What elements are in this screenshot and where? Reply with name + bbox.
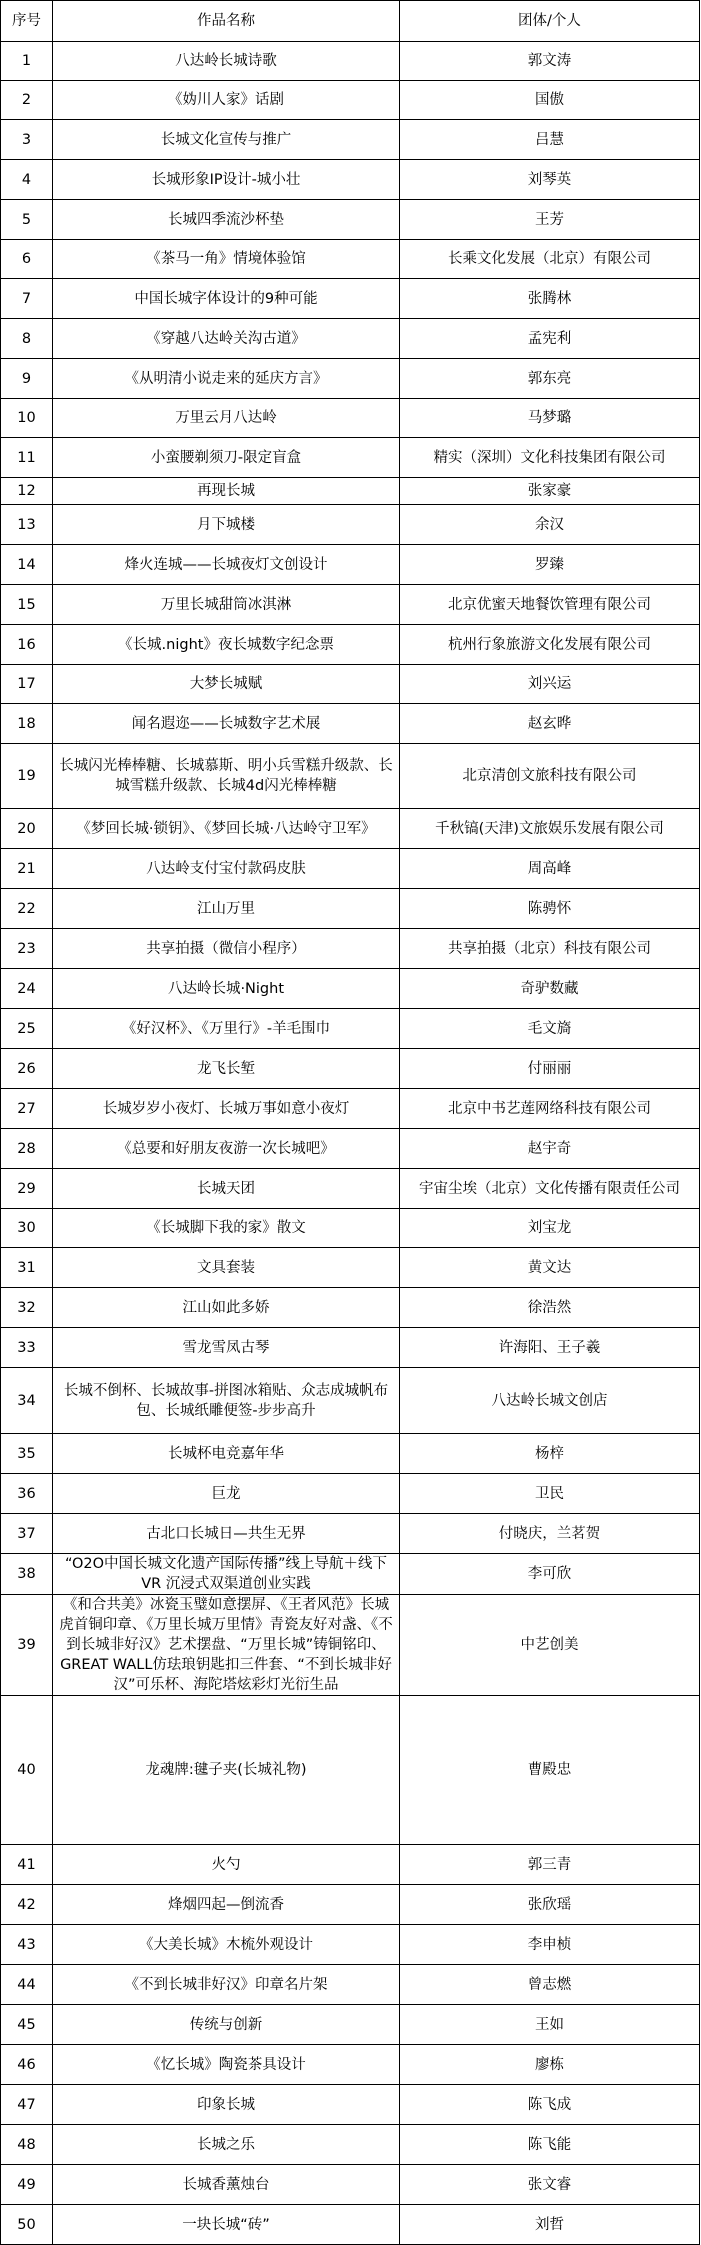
cell-work-title: 《茶马一角》情境体验馆 [53,240,400,279]
cell-work-title: 长城岁岁小夜灯、长城万事如意小夜灯 [53,1089,400,1129]
cell-author: 罗臻 [400,545,700,585]
cell-work-title: 火勺 [53,1845,400,1885]
table-row [1,1009,700,1049]
cell-number: 29 [1,1169,53,1209]
cell-work-title: 大梦长城赋 [53,665,400,704]
cell-work-title: 长城杯电竞嘉年华 [53,1434,400,1474]
cell-work-title: 《好汉杯》、《万里行》-羊毛围巾 [53,1009,400,1049]
cell-author: 北京清创文旅科技有限公司 [400,744,700,809]
cell-number: 45 [1,2005,53,2045]
cell-number: 30 [1,1209,53,1248]
table-row [1,889,700,929]
cell-number: 49 [1,2165,53,2205]
cell-author: 曾志燃 [400,1965,700,2005]
cell-work-title: 万里长城甜筒冰淇淋 [53,585,400,625]
table-row [1,1845,700,1885]
cell-author: 奇驴数藏 [400,969,700,1009]
table-row [1,1885,700,1925]
cell-author: 郭东亮 [400,359,700,399]
cell-author: 赵宇奇 [400,1129,700,1169]
table-row [1,1209,700,1248]
table-row [1,849,700,889]
table-row [1,1696,700,1845]
cell-number: 40 [1,1696,53,1845]
cell-work-title: 《大美长城》木梳外观设计 [53,1925,400,1965]
table-row [1,1328,700,1368]
cell-author: 张欣瑶 [400,1885,700,1925]
cell-author: 吕慧 [400,120,700,160]
table-row [1,704,700,744]
cell-number: 15 [1,585,53,625]
cell-number: 22 [1,889,53,929]
cell-number: 8 [1,319,53,359]
cell-author: 刘宝龙 [400,1209,700,1248]
header-author: 团体/个人 [400,1,700,42]
cell-number: 27 [1,1089,53,1129]
table-row [1,1514,700,1554]
table-row [1,200,700,240]
cell-work-title: 小蛮腰剃须刀-限定盲盒 [53,438,400,478]
table-row [1,478,700,505]
cell-number: 26 [1,1049,53,1089]
table-row [1,160,700,200]
table-row [1,1965,700,2005]
cell-work-title: 闻名遐迩——长城数字艺术展 [53,704,400,744]
cell-author: 千秋镐(天津)文旅娱乐发展有限公司 [400,809,700,849]
cell-author: 精实（深圳）文化科技集团有限公司 [400,438,700,478]
cell-author: 郭三青 [400,1845,700,1885]
table-row [1,1434,700,1474]
cell-work-title: 长城香薰烛台 [53,2165,400,2205]
cell-number: 10 [1,399,53,438]
cell-work-title: 八达岭长城诗歌 [53,42,400,81]
cell-work-title: 江山万里 [53,889,400,929]
cell-number: 28 [1,1129,53,1169]
cell-work-title: 印象长城 [53,2085,400,2125]
cell-number: 4 [1,160,53,200]
cell-number: 48 [1,2125,53,2165]
cell-number: 13 [1,505,53,545]
cell-number: 50 [1,2205,53,2245]
cell-work-title: 共享拍摄（微信小程序） [53,929,400,969]
cell-work-title: 长城文化宣传与推广 [53,120,400,160]
cell-work-title: 《不到长城非好汉》印章名片架 [53,1965,400,2005]
cell-author: 郭文涛 [400,42,700,81]
cell-number: 17 [1,665,53,704]
cell-work-title: 八达岭长城·Night [53,969,400,1009]
cell-number: 39 [1,1595,53,1696]
cell-author: 曹殿忠 [400,1696,700,1845]
cell-number: 6 [1,240,53,279]
cell-work-title: 万里云月八达岭 [53,399,400,438]
table-row [1,438,700,478]
cell-number: 43 [1,1925,53,1965]
header-no: 序号 [1,1,53,42]
table-row [1,665,700,704]
table-row [1,1368,700,1434]
cell-work-title: 烽烟四起—倒流香 [53,1885,400,1925]
cell-author: 中艺创美 [400,1595,700,1696]
cell-work-title: 文具套装 [53,1248,400,1288]
cell-number: 46 [1,2045,53,2085]
cell-work-title: 长城闪光棒棒糖、长城慕斯、明小兵雪糕升级款、长城雪糕升级款、长城4d闪光棒棒糖 [53,744,400,809]
cell-author: 共享拍摄（北京）科技有限公司 [400,929,700,969]
table-row [1,42,700,81]
cell-number: 42 [1,1885,53,1925]
table-row [1,1049,700,1089]
cell-number: 36 [1,1474,53,1514]
cell-author: 八达岭长城文创店 [400,1368,700,1434]
cell-work-title: 长城四季流沙杯垫 [53,200,400,240]
table-row [1,1288,700,1328]
cell-author: 李可欣 [400,1554,700,1595]
cell-number: 5 [1,200,53,240]
cell-author: 张文睿 [400,2165,700,2205]
cell-number: 41 [1,1845,53,1885]
cell-work-title: 烽火连城——长城夜灯文创设计 [53,545,400,585]
cell-number: 34 [1,1368,53,1434]
cell-work-title: 《总要和好朋友夜游一次长城吧》 [53,1129,400,1169]
table-row [1,2165,700,2205]
cell-author: 北京中书艺莲网络科技有限公司 [400,1089,700,1129]
table-row [1,1129,700,1169]
table-row [1,120,700,160]
cell-number: 47 [1,2085,53,2125]
table-row [1,585,700,625]
cell-author: 杭州行象旅游文化发展有限公司 [400,625,700,665]
cell-number: 16 [1,625,53,665]
cell-author: 陈骋怀 [400,889,700,929]
cell-author: 张腾林 [400,279,700,319]
table-row [1,279,700,319]
table-row [1,545,700,585]
cell-number: 31 [1,1248,53,1288]
cell-work-title: 雪龙雪凤古琴 [53,1328,400,1368]
cell-number: 33 [1,1328,53,1368]
cell-author: 张家豪 [400,478,700,505]
table-row [1,2125,700,2165]
cell-work-title: “O2O中国长城文化遗产国际传播”线上导航＋线下VR 沉浸式双渠道创业实践 [53,1554,400,1595]
cell-author: 赵玄晔 [400,704,700,744]
cell-number: 23 [1,929,53,969]
cell-number: 32 [1,1288,53,1328]
cell-number: 9 [1,359,53,399]
cell-number: 21 [1,849,53,889]
cell-number: 3 [1,120,53,160]
table-row [1,2085,700,2125]
table-row [1,240,700,279]
cell-work-title: 《忆长城》陶瓷茶具设计 [53,2045,400,2085]
cell-work-title: 《长城.night》夜长城数字纪念票 [53,625,400,665]
cell-number: 7 [1,279,53,319]
cell-author: 余汉 [400,505,700,545]
table-row [1,1925,700,1965]
table-row [1,2005,700,2045]
cell-author: 毛文旖 [400,1009,700,1049]
cell-author: 国傲 [400,81,700,120]
cell-work-title: 龙魂牌:毽子夹(长城礼物) [53,1696,400,1845]
table-row [1,1474,700,1514]
cell-author: 徐浩然 [400,1288,700,1328]
cell-number: 14 [1,545,53,585]
cell-work-title: 八达岭支付宝付款码皮肤 [53,849,400,889]
cell-author: 杨梓 [400,1434,700,1474]
table-row [1,929,700,969]
header-row [1,1,700,42]
table-row [1,809,700,849]
cell-number: 25 [1,1009,53,1049]
cell-work-title: 龙飞长堑 [53,1049,400,1089]
cell-number: 11 [1,438,53,478]
cell-author: 刘琴英 [400,160,700,200]
table-row [1,505,700,545]
cell-author: 王如 [400,2005,700,2045]
cell-number: 20 [1,809,53,849]
cell-work-title: 巨龙 [53,1474,400,1514]
cell-work-title: 古北口长城日—共生无界 [53,1514,400,1554]
table-row [1,1248,700,1288]
table-row [1,1554,700,1595]
cell-author: 马梦璐 [400,399,700,438]
table-row [1,399,700,438]
cell-number: 38 [1,1554,53,1595]
cell-work-title: 再现长城 [53,478,400,505]
table-row [1,1169,700,1209]
cell-author: 宇宙尘埃（北京）文化传播有限责任公司 [400,1169,700,1209]
cell-number: 2 [1,81,53,120]
cell-number: 24 [1,969,53,1009]
cell-number: 12 [1,478,53,505]
cell-work-title: 长城之乐 [53,2125,400,2165]
cell-number: 18 [1,704,53,744]
cell-work-title: 一块长城“砖” [53,2205,400,2245]
table-row [1,2045,700,2085]
cell-author: 刘兴运 [400,665,700,704]
cell-author: 王芳 [400,200,700,240]
header-work: 作品名称 [53,1,400,42]
cell-author: 廖栋 [400,2045,700,2085]
table-row [1,359,700,399]
table-row [1,744,700,809]
cell-work-title: 长城形象IP设计-城小壮 [53,160,400,200]
cell-work-title: 《穿越八达岭关沟古道》 [53,319,400,359]
table-row [1,625,700,665]
cell-number: 44 [1,1965,53,2005]
cell-author: 付丽丽 [400,1049,700,1089]
cell-number: 19 [1,744,53,809]
cell-work-title: 《长城脚下我的家》散文 [53,1209,400,1248]
cell-number: 37 [1,1514,53,1554]
cell-author: 孟宪利 [400,319,700,359]
cell-author: 许海阳、王子羲 [400,1328,700,1368]
cell-author: 卫民 [400,1474,700,1514]
cell-work-title: 《从明清小说走来的延庆方言》 [53,359,400,399]
table-row [1,1595,700,1696]
cell-author: 北京优蜜天地餐饮管理有限公司 [400,585,700,625]
cell-author: 李申桢 [400,1925,700,1965]
cell-work-title: 《妫川人家》话剧 [53,81,400,120]
cell-author: 陈飞能 [400,2125,700,2165]
cell-work-title: 《梦回长城·锁钥》、《梦回长城·八达岭守卫军》 [53,809,400,849]
cell-author: 周高峰 [400,849,700,889]
table-row [1,319,700,359]
cell-work-title: 长城不倒杯、长城故事-拼图冰箱贴、众志成城帆布包、长城纸雕便签-步步高升 [53,1368,400,1434]
cell-author: 陈飞成 [400,2085,700,2125]
cell-author: 长乘文化发展（北京）有限公司 [400,240,700,279]
cell-work-title: 月下城楼 [53,505,400,545]
cell-work-title: 中国长城字体设计的9种可能 [53,279,400,319]
cell-work-title: 江山如此多娇 [53,1288,400,1328]
cell-author: 付晓庆，兰茗贺 [400,1514,700,1554]
table-row [1,81,700,120]
cell-work-title: 传统与创新 [53,2005,400,2045]
table-row [1,1089,700,1129]
cell-work-title: 长城天团 [53,1169,400,1209]
table-row [1,969,700,1009]
cell-author: 刘哲 [400,2205,700,2245]
table-row [1,2205,700,2245]
cell-work-title: 《和合共美》冰瓷玉璧如意摆屏、《王者风范》长城虎首铜印章、《万里长城万里情》青瓷友好对盏、《不到长城非好汉》艺术摆盘、“万里长城”铸铜铭印、GREAT WALL仿珐琅钥匙扣三件套、“不到长城非好汉”可乐杯、海陀塔炫彩灯光衍生品 [53,1595,400,1696]
cell-number: 35 [1,1434,53,1474]
cell-number: 1 [1,42,53,81]
cell-author: 黄文达 [400,1248,700,1288]
